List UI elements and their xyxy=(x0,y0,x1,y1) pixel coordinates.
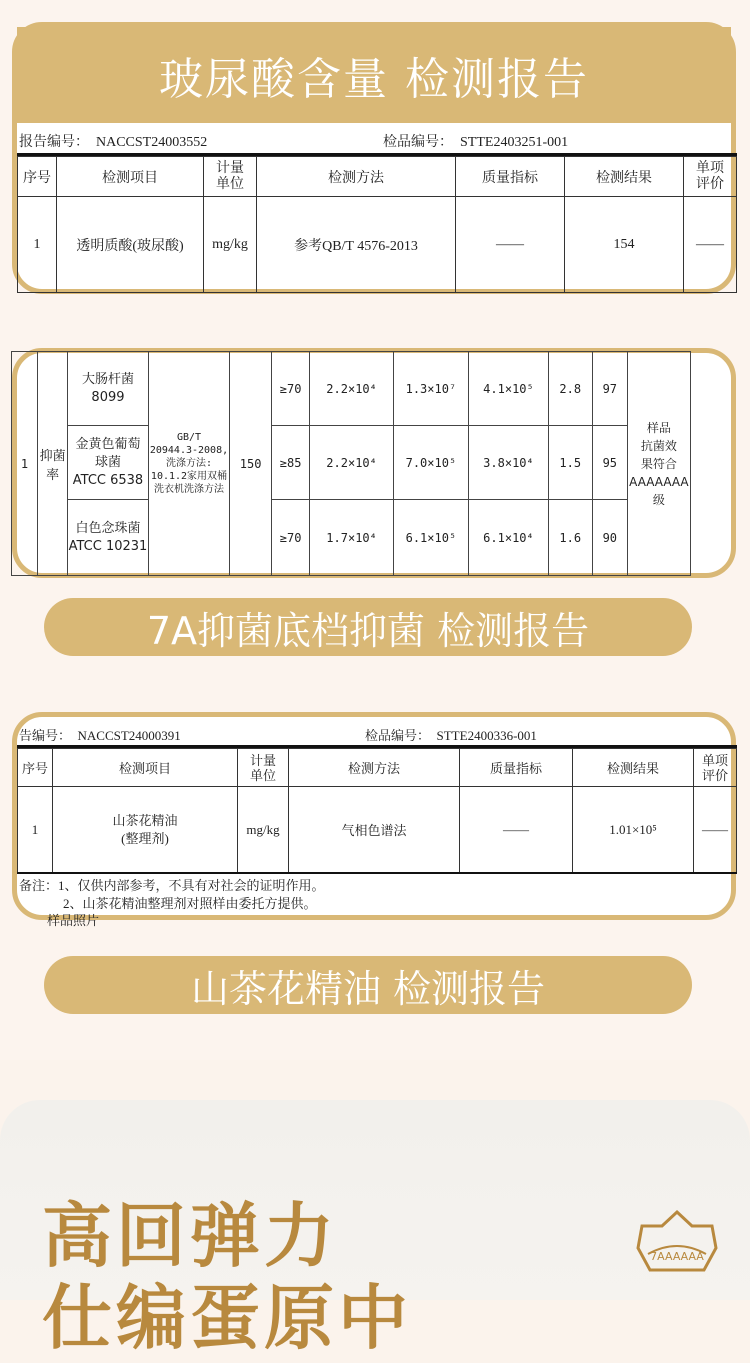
note-line-1: 备注：1、仅供内部参考，不具有对社会的证明作用。 xyxy=(19,878,325,893)
hyaluronic-report-card xyxy=(12,22,736,294)
camellia-report-card xyxy=(12,712,736,928)
header-cell: 质量指标 xyxy=(456,157,565,197)
note-line-2: 2、山茶花精油整理剂对照样由委托方提供。 xyxy=(63,896,317,911)
table-row xyxy=(18,787,737,873)
feature-title-2: 仕编蛋原中 xyxy=(42,1276,412,1359)
cell: 1.7×10⁴ xyxy=(310,500,394,576)
cell: 山茶花精油 (整理剂) xyxy=(53,787,238,873)
note-line-3: 样品照片 xyxy=(47,913,100,928)
cell: mg/kg xyxy=(238,787,289,873)
table-row xyxy=(12,352,726,426)
table-row xyxy=(12,426,726,500)
cell: 7.0×10⁵ xyxy=(393,426,468,500)
table-row xyxy=(18,197,737,293)
header-cell: 检测项目 xyxy=(53,749,238,787)
antibacterial-table xyxy=(11,351,725,576)
cell: —— xyxy=(684,197,737,293)
cell: 97 xyxy=(592,352,628,426)
cell-item: 白色念珠菌 ATCC 10231 xyxy=(68,500,149,576)
report-number: 报告编号： NACCST24003552 xyxy=(19,135,208,150)
cell-value: 150 xyxy=(230,352,272,576)
header-cell: 计量 单位 xyxy=(204,157,257,197)
cell-index: 1 xyxy=(12,352,38,576)
cell-item: 大肠杆菌 8099 xyxy=(68,352,149,426)
cell: 1.6 xyxy=(549,500,592,576)
feature-title-1: 高回弹力 xyxy=(42,1194,338,1277)
cell: 4.1×10⁵ xyxy=(468,352,548,426)
cell: 1.3×10⁷ xyxy=(393,352,468,426)
header-cell: 检测方法 xyxy=(257,157,456,197)
header-cell: 单项 评价 xyxy=(684,157,737,197)
table-header-row xyxy=(18,157,737,197)
antibacterial-report-title-banner xyxy=(44,598,692,656)
cell: 154 xyxy=(565,197,684,293)
header-cell: 检测结果 xyxy=(565,157,684,197)
cell-method: GB/T 20944.3-2008, 洗涤方法: 10.1.2家用双桶 洗衣机洗涤方法 xyxy=(148,352,230,576)
cell: ≥70 xyxy=(271,352,309,426)
cell: 6.1×10⁵ xyxy=(393,500,468,576)
header-cell: 检测项目 xyxy=(57,157,204,197)
cell: —— xyxy=(456,197,565,293)
cell: 气相色谱法 xyxy=(289,787,460,873)
svg-text:7AAAAAA: 7AAAAAA xyxy=(650,1250,704,1263)
cell: ≥85 xyxy=(271,426,309,500)
cell-item: 金黄色葡萄 球菌 ATCC 6538 xyxy=(68,426,149,500)
cell: —— xyxy=(460,787,573,873)
cell: 1.5 xyxy=(549,426,592,500)
cell: 6.1×10⁴ xyxy=(468,500,548,576)
sample-number: 检品编号： STTE2400336-001 xyxy=(365,728,537,743)
table-row xyxy=(12,500,726,576)
table-bottom-rule xyxy=(17,872,737,874)
cell-spacer xyxy=(690,352,725,576)
cell: 透明质酸(玻尿酸) xyxy=(57,197,204,293)
header-cell: 单项 评价 xyxy=(694,749,737,787)
antibacterial-report-card xyxy=(12,348,736,578)
cell-conclusion: 样品 抗菌效 果符合 AAAAAAA 级 xyxy=(628,352,691,576)
cell: 2.8 xyxy=(549,352,592,426)
camellia-table xyxy=(17,748,737,873)
header-cell: 序号 xyxy=(18,157,57,197)
sample-number: 检品编号： STTE2403251-001 xyxy=(383,135,569,150)
header-cell: 检测方法 xyxy=(289,749,460,787)
cell: 1 xyxy=(18,197,57,293)
cell: 2.2×10⁴ xyxy=(310,352,394,426)
cell: 90 xyxy=(592,500,628,576)
hyaluronic-table xyxy=(17,156,737,293)
cell: 95 xyxy=(592,426,628,500)
cell: mg/kg xyxy=(204,197,257,293)
report-number: 告编号： NACCST24000391 xyxy=(19,728,181,743)
cell: —— xyxy=(694,787,737,873)
header-cell: 计量 单位 xyxy=(238,749,289,787)
hyaluronic-report-title: 玻尿酸含量 检测报告 xyxy=(159,54,589,105)
cell: 参考QB/T 4576-2013 xyxy=(257,197,456,293)
cell-category: 抑菌 率 xyxy=(37,352,67,576)
camellia-report-title: 山茶花精油 检测报告 xyxy=(190,966,546,1011)
cell: 2.2×10⁴ xyxy=(310,426,394,500)
header-cell: 质量指标 xyxy=(460,749,573,787)
hyaluronic-report-header xyxy=(17,27,731,123)
header-cell: 序号 xyxy=(18,749,53,787)
cell: ≥70 xyxy=(271,500,309,576)
antibacterial-report-title: 7A抑菌底档抑菌 检测报告 xyxy=(146,608,590,653)
header-cell: 检测结果 xyxy=(573,749,694,787)
cell: 3.8×10⁴ xyxy=(468,426,548,500)
camellia-report-title-banner xyxy=(44,956,692,1014)
table-header-row xyxy=(18,749,737,787)
cell: 1 xyxy=(18,787,53,873)
cell: 1.01×10⁵ xyxy=(573,787,694,873)
grade-badge-icon xyxy=(632,1208,722,1284)
